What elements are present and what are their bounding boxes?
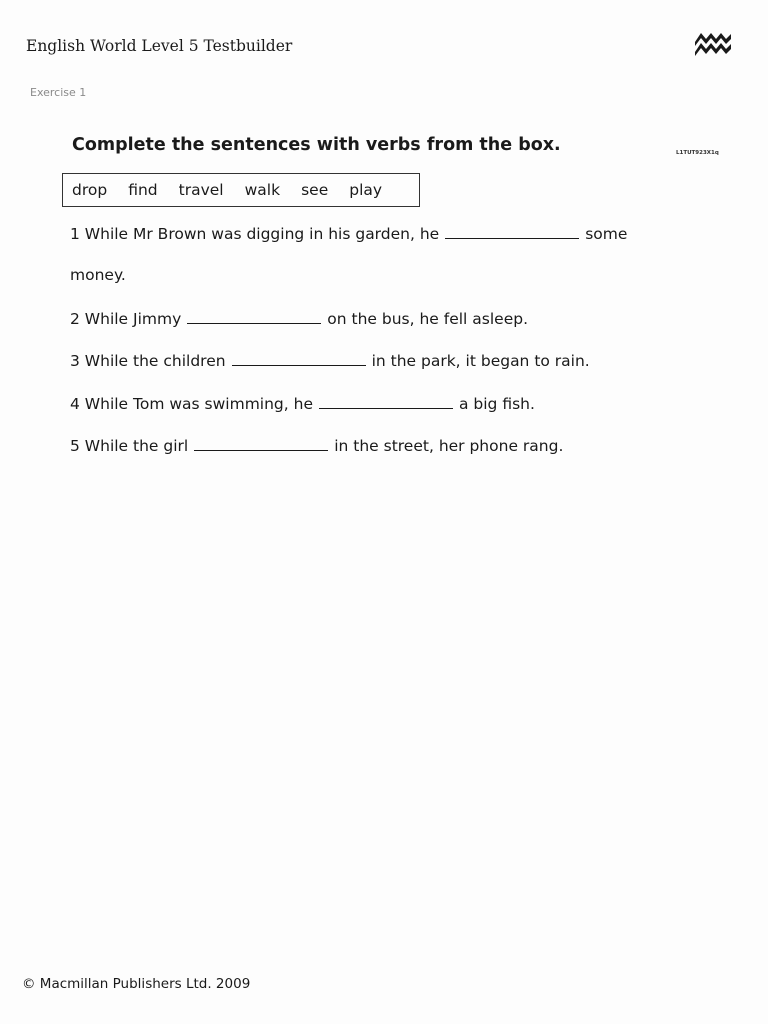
- sentence-text-after: on the bus, he fell asleep.: [327, 310, 528, 328]
- sentence-text-before: 2 While Jimmy: [70, 310, 182, 328]
- sentence-1: [70, 225, 627, 243]
- sentence-text-before: 4 While Tom was swimming, he: [70, 395, 313, 413]
- word-box: [62, 173, 420, 207]
- sentence-text-after: some: [585, 225, 628, 243]
- word-box-item: drop: [72, 181, 108, 199]
- sentence-1-continued: [70, 266, 126, 284]
- answer-blank[interactable]: [319, 396, 453, 409]
- item-code: L1TUT923X1q: [676, 150, 719, 156]
- sentence-text-after: in the park, it began to rain.: [371, 352, 590, 370]
- macmillan-logo-icon: [694, 30, 732, 56]
- answer-blank[interactable]: [445, 226, 579, 239]
- answer-blank[interactable]: [187, 311, 321, 324]
- answer-blank[interactable]: [194, 438, 328, 451]
- sentence-2: [70, 310, 528, 328]
- word-box-item: walk: [244, 181, 281, 199]
- instruction-heading: Complete the sentences with verbs from the box.: [72, 135, 561, 155]
- sentence-text-before: 3 While the children: [70, 352, 226, 370]
- sentence-3: [70, 352, 590, 370]
- sentence-text-after: in the street, her phone rang.: [334, 437, 564, 455]
- word-box-item: find: [128, 181, 158, 199]
- sentence-text-before: 1 While Mr Brown was digging in his garden, he: [70, 225, 440, 243]
- sentence-text-after: a big fish.: [458, 395, 535, 413]
- sentence-text-before: money.: [70, 266, 126, 284]
- sentence-4: [70, 395, 535, 413]
- document-title: English World Level 5 Testbuilder: [26, 37, 293, 55]
- word-box-item: see: [301, 181, 329, 199]
- word-box-item: travel: [178, 181, 224, 199]
- copyright-footer: © Macmillan Publishers Ltd. 2009: [22, 976, 251, 992]
- sentence-text-before: 5 While the girl: [70, 437, 189, 455]
- word-box-item: play: [349, 181, 383, 199]
- answer-blank[interactable]: [232, 353, 366, 366]
- exercise-label: Exercise 1: [30, 86, 87, 99]
- sentence-5: [70, 437, 563, 455]
